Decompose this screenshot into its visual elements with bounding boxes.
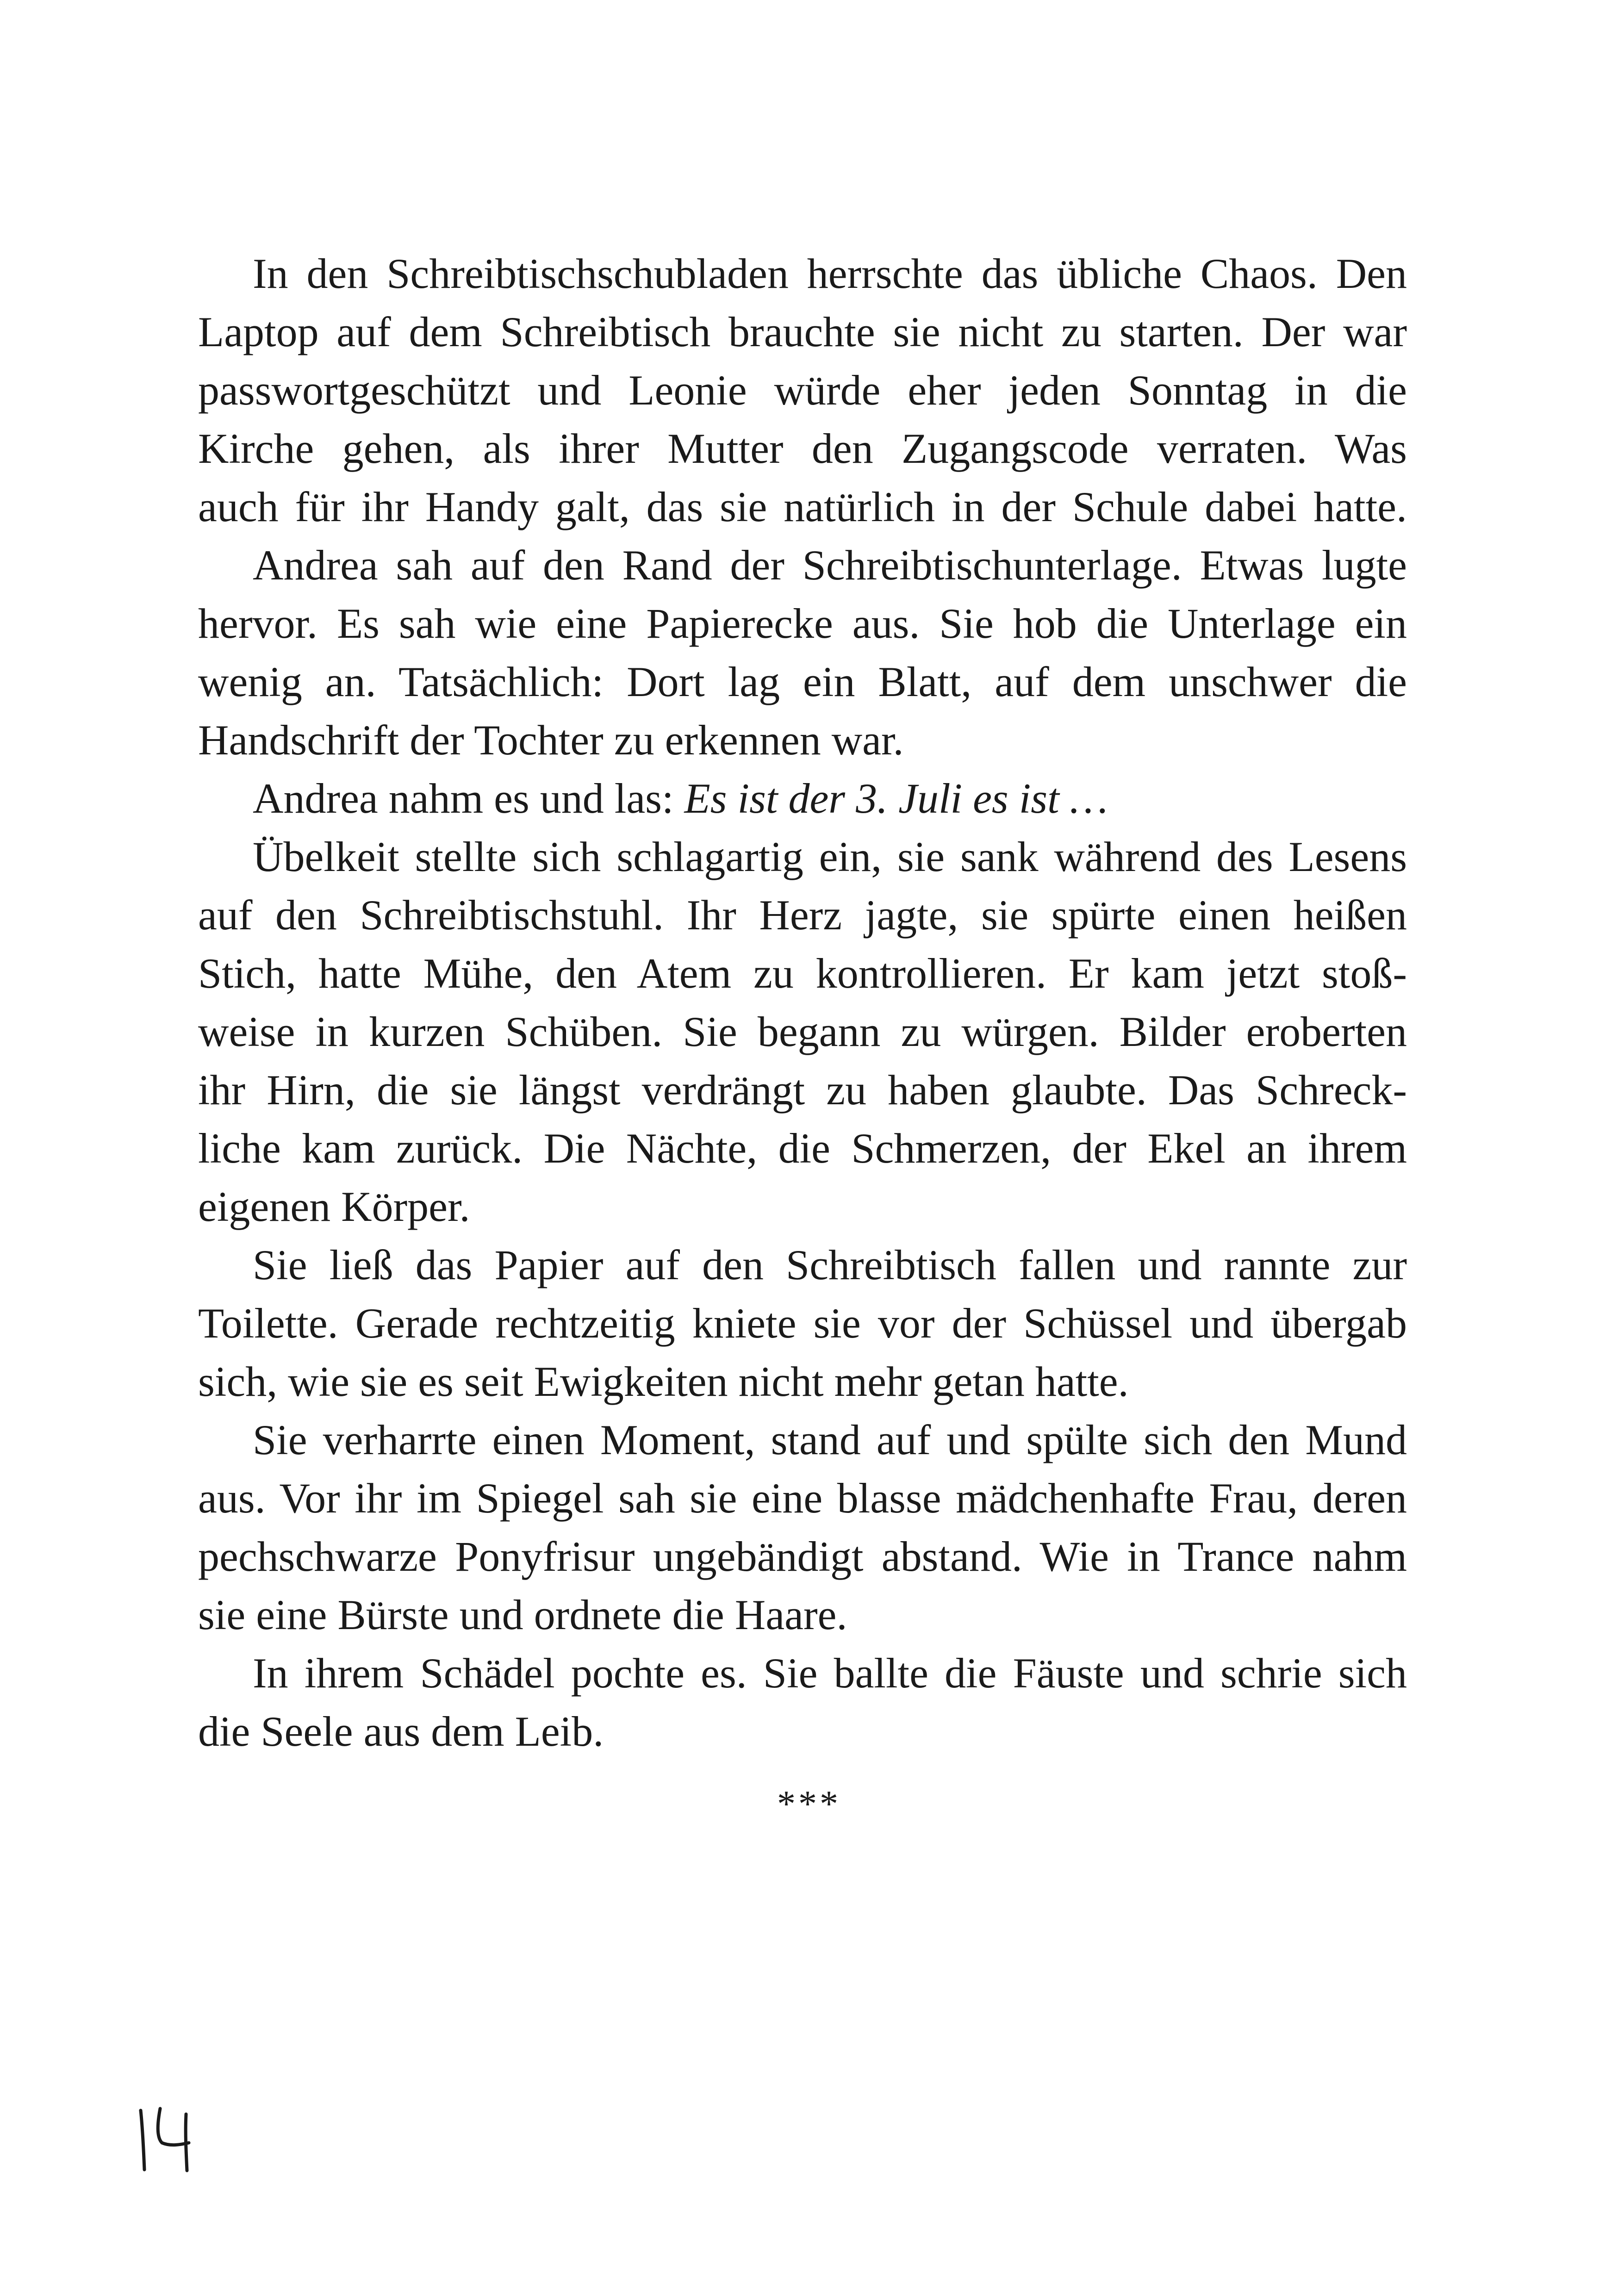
scene-break: *** [777, 1784, 841, 1824]
text-line [198, 769, 1407, 828]
text-line: pechschwarze Ponyfrisur ungebändigt abstand. Wie in Trance nahm [198, 1533, 1407, 1580]
text-line: die Seele aus dem Leib. [198, 1708, 604, 1755]
text-line: ihr Hirn, die sie längst verdrängt zu haben glaubte. Das Schreck- [198, 1066, 1407, 1114]
text-line: liche kam zurück. Die Nächte, die Schmerzen, der Ekel an ihrem [198, 1125, 1407, 1172]
text-line: eigenen Körper. [198, 1183, 470, 1230]
text-line: Handschrift der Tochter zu erkennen war. [198, 716, 904, 764]
text-line: sich, wie sie es seit Ewigkeiten nicht mehr getan hatte. [198, 1358, 1129, 1405]
text-line: wenig an. Tatsächlich: Dort lag ein Blatt, auf dem unschwer die [198, 658, 1407, 705]
text-line: sie eine Bürste und ordnete die Haare. [198, 1591, 847, 1638]
text-line: Sie verharrte einen Moment, stand auf und spülte sich den Mund [253, 1416, 1407, 1463]
page-number-drawing [134, 2100, 199, 2174]
text-line: Sie ließ das Papier auf den Schreibtisch fallen und rannte zur [253, 1241, 1407, 1288]
handwritten-page-number [134, 2100, 199, 2174]
body-text [198, 244, 1407, 1761]
italic-quote: Es ist der 3. Juli es ist … [684, 775, 1108, 822]
text-line: hervor. Es sah wie eine Papierecke aus. Sie hob die Unterlage ein [198, 600, 1407, 647]
text-line: aus. Vor ihr im Spiegel sah sie eine blasse mädchenhafte Frau, deren [198, 1475, 1407, 1522]
text-line: Toilette. Gerade rechtzeitig kniete sie vor der Schüssel und übergab [198, 1300, 1407, 1347]
text-line: Stich, hatte Mühe, den Atem zu kontrollieren. Er kam jetzt stoß- [198, 950, 1407, 997]
text-line: passwortgeschützt und Leonie würde eher jeden Sonntag in die [198, 367, 1407, 414]
text-line: Kirche gehen, als ihrer Mutter den Zugangscode verraten. Was [198, 425, 1407, 472]
text-line: Übelkeit stellte sich schlagartig ein, sie sank während des Lesens [253, 833, 1407, 880]
text-line: auf den Schreibtischstuhl. Ihr Herz jagte, sie spürte einen heißen [198, 891, 1407, 939]
text-line: auch für ihr Handy galt, das sie natürlich in der Schule dabei hatte. [198, 483, 1407, 530]
text-line: Laptop auf dem Schreibtisch brauchte sie nicht zu starten. Der war [198, 308, 1407, 355]
quote-lead: Andrea nahm es und las: [253, 775, 685, 822]
text-line: In den Schreibtischschubladen herrschte das übliche Chaos. Den [253, 250, 1407, 297]
text-line: In ihrem Schädel pochte es. Sie ballte die Fäuste und schrie sich [253, 1649, 1407, 1697]
text-line: Andrea sah auf den Rand der Schreibtischunterlage. Etwas lugte [253, 541, 1407, 589]
text-line: weise in kurzen Schüben. Sie begann zu würgen. Bilder eroberten [198, 1008, 1407, 1055]
